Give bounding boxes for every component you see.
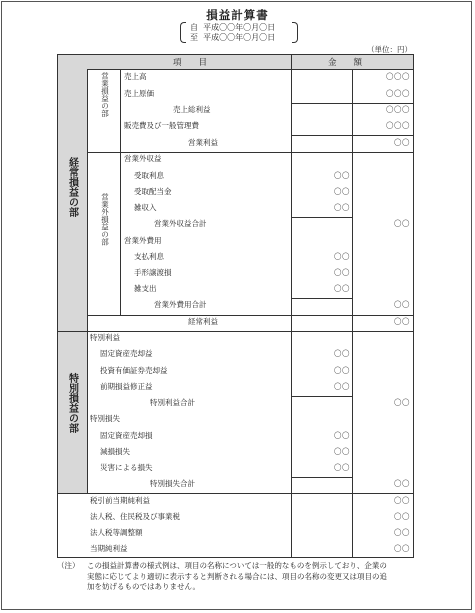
row-label: 投資有価証券売却益 bbox=[100, 366, 168, 375]
row-label: 法人税、住民税及び事業税 bbox=[90, 512, 180, 521]
row-label: 手形譲渡損 bbox=[134, 268, 172, 277]
row-label: 減損損失 bbox=[100, 447, 130, 456]
section-ordinary-label: 経常損益の部 bbox=[66, 157, 78, 217]
row-label: 特別利益 bbox=[90, 333, 120, 342]
amount-value: 〇〇〇 bbox=[386, 89, 410, 98]
row-label: 売上総利益 bbox=[173, 105, 211, 114]
right-bracket bbox=[292, 22, 298, 43]
row-label: 営業外収益 bbox=[124, 154, 162, 163]
period-range bbox=[180, 22, 298, 43]
amount-value: 〇〇 bbox=[394, 317, 410, 326]
row-label: 雑収入 bbox=[134, 203, 157, 212]
header-item: 項 目 bbox=[173, 58, 208, 68]
amount-value: 〇〇 bbox=[394, 219, 410, 228]
income-statement-table bbox=[57, 54, 414, 558]
footnote-text: この損益計算書の様式例は、項目の名称については一般的なものを例示しており、企業の実態に応じてより適切に表示すると判断される場合には、項目の名称の変更又は項目の追加を妨げるものではありません。 bbox=[87, 561, 387, 591]
row-label: 税引前当期純利益 bbox=[90, 496, 150, 505]
amount-value: 〇〇〇 bbox=[386, 72, 410, 81]
amount-value: 〇〇 bbox=[334, 252, 350, 261]
amount-value: 〇〇 bbox=[394, 138, 410, 147]
row-label: 支払利息 bbox=[134, 252, 164, 261]
row-label: 当期純利益 bbox=[90, 544, 128, 553]
section-operating-label: 営業損益の部 bbox=[100, 72, 110, 117]
amount-value: 〇〇 bbox=[334, 171, 350, 180]
row-label: 固定資産売却損 bbox=[100, 431, 153, 440]
row-label: 災害による損失 bbox=[100, 463, 153, 472]
row-label: 経常利益 bbox=[188, 317, 218, 326]
row-label: 売上高 bbox=[124, 72, 147, 81]
row-label: 営業外収益合計 bbox=[154, 219, 207, 228]
row-label: 法人税等調整額 bbox=[90, 528, 143, 537]
amount-value: 〇〇 bbox=[394, 496, 410, 505]
header-amount: 金 額 bbox=[328, 58, 363, 68]
amount-value: 〇〇 bbox=[334, 431, 350, 440]
amount-value: 〇〇 bbox=[394, 528, 410, 537]
row-label: 営業外費用 bbox=[124, 236, 162, 245]
amount-value: 〇〇〇 bbox=[386, 121, 410, 130]
amount-value: 〇〇 bbox=[334, 187, 350, 196]
row-label: 特別損失 bbox=[90, 414, 120, 423]
period-from: 自 平成〇〇年〇月〇日 bbox=[190, 23, 276, 32]
amount-value: 〇〇 bbox=[334, 268, 350, 277]
row-label: 固定資産売却益 bbox=[100, 349, 153, 358]
amount-value: 〇〇 bbox=[334, 382, 350, 391]
amount-value: 〇〇 bbox=[334, 203, 350, 212]
table-header bbox=[58, 55, 413, 70]
amount-value: 〇〇 bbox=[334, 349, 350, 358]
amount-value: 〇〇 bbox=[334, 366, 350, 375]
amount-value: 〇〇〇 bbox=[386, 105, 410, 114]
row-label: 受取利息 bbox=[134, 171, 164, 180]
amount-value: 〇〇 bbox=[394, 544, 410, 553]
amount-value: 〇〇 bbox=[334, 284, 350, 293]
unit-label: （単位：円） bbox=[367, 45, 412, 54]
section-non-operating-label: 営業外損益の部 bbox=[100, 193, 110, 246]
amount-value: 〇〇 bbox=[394, 479, 410, 488]
amount-value: 〇〇 bbox=[394, 512, 410, 521]
row-label: 営業外費用合計 bbox=[154, 300, 207, 309]
section-special-label: 特別損益の部 bbox=[66, 373, 78, 433]
row-label: 特別損失合計 bbox=[150, 479, 195, 488]
amount-value: 〇〇 bbox=[334, 463, 350, 472]
footnote-mark: （注） bbox=[57, 561, 80, 570]
row-label: 雑支出 bbox=[134, 284, 157, 293]
document-title: 損益計算書 bbox=[206, 8, 269, 22]
row-label: 売上原価 bbox=[124, 89, 154, 98]
row-label: 受取配当金 bbox=[134, 187, 172, 196]
row-label: 営業利益 bbox=[188, 138, 218, 147]
row-label: 特別利益合計 bbox=[150, 398, 195, 407]
period-to: 至 平成〇〇年〇月〇日 bbox=[190, 33, 276, 42]
row-label: 販売費及び一般管理費 bbox=[124, 121, 199, 130]
left-bracket bbox=[180, 22, 186, 43]
amount-value: 〇〇 bbox=[394, 300, 410, 309]
row-label: 前期損益修正益 bbox=[100, 382, 153, 391]
amount-value: 〇〇 bbox=[334, 447, 350, 456]
amount-value: 〇〇 bbox=[394, 398, 410, 407]
